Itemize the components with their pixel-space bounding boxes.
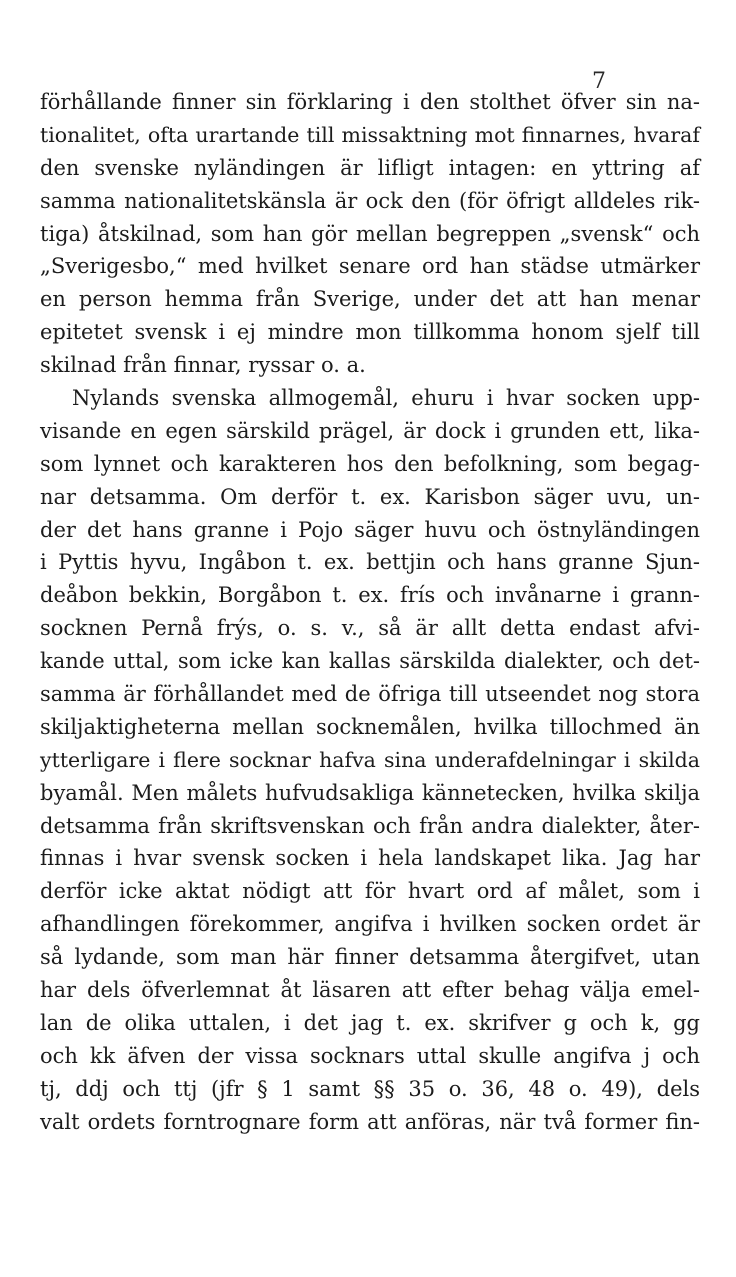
text-line: deåbon bekkin, Borgåbon t. ex. frís och invånarne i grann-	[40, 583, 700, 608]
text-line: valt ordets forntrognare form att anföras, när två former fin-	[40, 1109, 700, 1134]
text-line: afhandlingen förekommer, angifva i hvilken socken ordet är	[40, 912, 700, 937]
text-line: „Sverigesbo,“ med hvilket senare ord han städse utmärker	[40, 254, 700, 279]
text-line: byamål. Men målets hufvudsakliga kännetecken, hvilka skilja	[40, 780, 700, 805]
text-line: skiljaktigheterna mellan socknemålen, hvilka tillochmed än	[40, 714, 700, 739]
text-line: Nylands svenska allmogemål, ehuru i hvar socken upp-	[72, 386, 700, 411]
text-line: tj, ddj och ttj (jfr § 1 samt §§ 35 o. 36, 48 o. 49), dels	[40, 1076, 700, 1101]
body-text	[40, 86, 700, 1139]
text-line: och kk äfven der vissa socknars uttal skulle angifva j och	[40, 1043, 700, 1068]
text-line: socknen Pernå frýs, o. s. v., så är allt detta endast afvi-	[40, 616, 700, 641]
text-line: epitetet svensk i ej mindre mon tillkomma honom sjelf till	[40, 320, 700, 345]
text-line: förhållande finner sin förklaring i den stolthet öfver sin na-	[40, 90, 700, 114]
text-line: tionalitet, ofta urartande till missaktning mot finnarnes, hvaraf	[40, 122, 700, 147]
text-line: har dels öfverlemnat åt läsaren att efter behag välja emel-	[40, 978, 700, 1003]
text-line: som lynnet och karakteren hos den befolkning, som begag-	[40, 451, 700, 476]
text-line: visande en egen särskild prägel, är dock i grunden ett, lika-	[40, 418, 700, 443]
text-line: skilnad från finnar, ryssar o. a.	[40, 353, 366, 378]
text-line: der det hans granne i Pojo säger huvu och östnyländingen	[40, 517, 700, 542]
text-line: detsamma från skriftsvenskan och från andra dialekter, åter-	[40, 813, 700, 838]
text-line: derför icke aktat nödigt att för hvart ord af målet, som i	[40, 879, 700, 904]
text-line: lan de olika uttalen, i det jag t. ex. skrifver g och k, gg	[40, 1010, 700, 1035]
text-line: nar detsamma. Om derför t. ex. Karisbon säger uvu, un-	[40, 484, 700, 509]
page-number: 7	[592, 69, 606, 94]
text-line: samma nationalitetskänsla är ock den (för öfrigt alldeles rik-	[40, 188, 700, 213]
text-line: ytterligare i flere socknar hafva sina underafdelningar i skilda	[40, 747, 700, 772]
text-line: finnas i hvar svensk socken i hela landskapet lika. Jag har	[40, 846, 700, 871]
text-line: en person hemma från Sverige, under det att han menar	[40, 287, 700, 312]
text-line: i Pyttis hyvu, Ingåbon t. ex. bettjin och hans granne Sjun-	[40, 550, 700, 575]
text-line: så lydande, som man här finner detsamma återgifvet, utan	[40, 945, 700, 970]
text-line: samma är förhållandet med de öfriga till utseendet nog stora	[40, 682, 700, 707]
text-line: kande uttal, som icke kan kallas särskilda dialekter, och det-	[40, 649, 700, 674]
text-line: tiga) åtskilnad, som han gör mellan begreppen „svensk“ och	[40, 221, 700, 246]
text-line: den svenske nyländingen är lifligt intagen: en yttring af	[40, 155, 700, 180]
